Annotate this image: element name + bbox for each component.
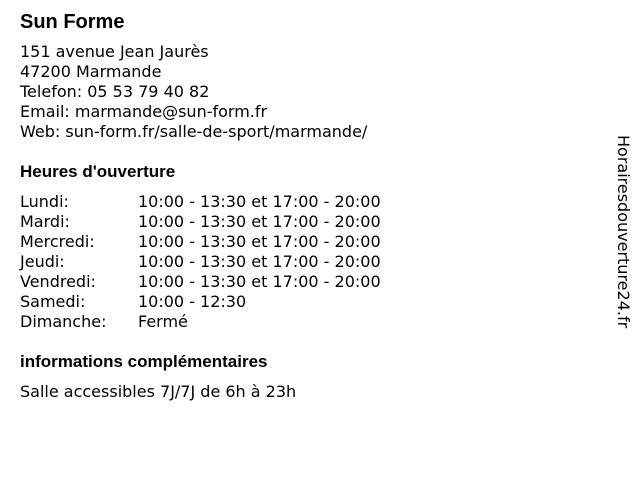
hours-row-mercredi (20, 232, 600, 252)
address-city: 47200 Marmande (20, 62, 162, 81)
hours-time: 10:00 - 13:30 et 17:00 - 20:00 (138, 212, 381, 231)
email-line: Email: marmande@sun-form.fr (20, 102, 268, 121)
hours-row-mardi (20, 212, 600, 232)
business-name: Sun Forme (20, 11, 125, 33)
hours-time: 10:00 - 13:30 et 17:00 - 20:00 (138, 232, 381, 251)
hours-row-dimanche (20, 312, 600, 332)
hours-day: Samedi: (20, 292, 86, 311)
hours-time: 10:00 - 13:30 et 17:00 - 20:00 (138, 272, 381, 291)
hours-day: Lundi: (20, 192, 69, 211)
hours-row-samedi (20, 292, 600, 312)
business-card (20, 10, 600, 402)
hours-row-jeudi (20, 252, 600, 272)
hours-time: 10:00 - 12:30 (138, 292, 247, 311)
hours-row-lundi (20, 192, 600, 212)
hours-time: 10:00 - 13:30 et 17:00 - 20:00 (138, 252, 381, 271)
hours-row-vendredi (20, 272, 600, 292)
contact-block (20, 42, 600, 142)
phone-line: Telefon: 05 53 79 40 82 (20, 82, 210, 101)
hours-day: Vendredi: (20, 272, 96, 291)
web-line: Web: sun-form.fr/salle-de-sport/marmande/ (20, 122, 368, 141)
hours-day: Jeudi: (20, 252, 65, 271)
hours-time: 10:00 - 13:30 et 17:00 - 20:00 (138, 192, 381, 211)
hours-day: Mardi: (20, 212, 70, 231)
hours-day: Mercredi: (20, 232, 95, 251)
address-street: 151 avenue Jean Jaurès (20, 42, 209, 61)
site-brand-vertical: Horairesdouverture24.fr (614, 135, 633, 329)
hours-day: Dimanche: (20, 312, 107, 331)
hours-time: Fermé (138, 312, 188, 331)
info-heading: informations complémentaires (20, 352, 268, 371)
hours-table (20, 192, 600, 332)
info-text: Salle accessibles 7J/7J de 6h à 23h (20, 382, 297, 401)
hours-heading: Heures d'ouverture (20, 162, 176, 181)
